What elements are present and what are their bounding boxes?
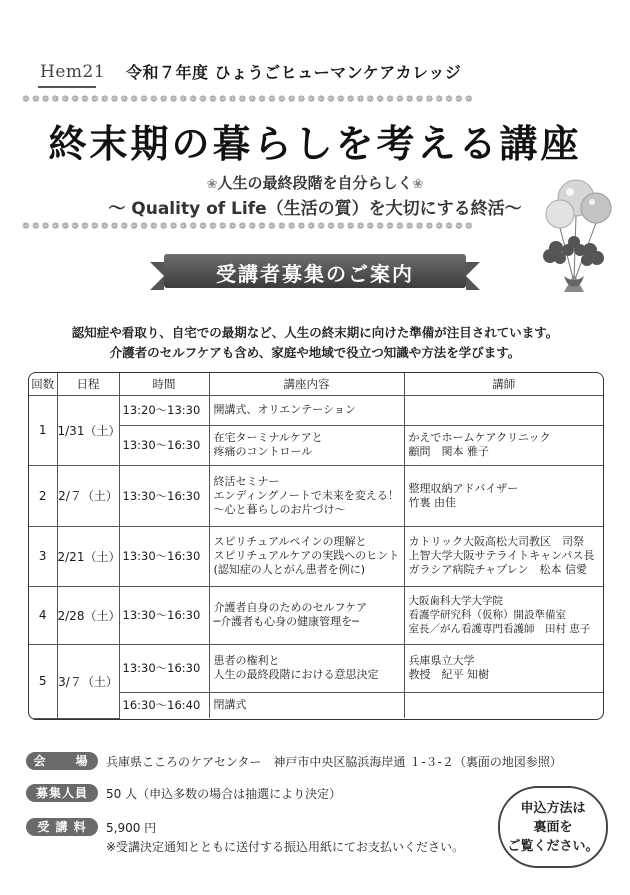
session-date: 3/７（土） [57, 644, 119, 718]
content-line: 開講式、オリエンテーション [213, 403, 356, 416]
session-time: 13:20〜13:30 [119, 395, 209, 425]
decorative-dot-row-bottom: ❁❁❁❁❁❁❁❁❁❁❁❁❁❁❁❁❁❁❁❁❁❁❁❁❁❁❁❁❁❁❁❁❁❁❁❁❁❁❁❁❁❁❁❁❁❁ [22, 222, 475, 232]
session-lecturer [404, 526, 603, 586]
session-time: 13:30〜16:30 [119, 425, 209, 465]
lecturer-line: 室長／がん看護専門看護師 田村 恵子 [408, 623, 591, 635]
venue-label: 会 場 [26, 752, 98, 770]
lecturer-line: 上智大学大阪サテライトキャンパス長 [408, 549, 595, 562]
session-time: 13:30〜16:30 [119, 586, 209, 644]
flower-icon: ❀ [206, 177, 218, 192]
session-time: 13:30〜16:30 [119, 465, 209, 526]
session-content [209, 692, 404, 718]
session-content [209, 425, 404, 465]
lecturer-line: 看護学研究科（仮称）開設準備室 [408, 609, 566, 621]
intro-line-2: 介護者のセルフケアも含め、家庭や地域で役立つ知識や方法を学びます。 [109, 345, 521, 360]
session-time: 16:30〜16:40 [119, 692, 209, 718]
ribbon-tail-left [150, 262, 164, 290]
table-header-row [29, 373, 603, 395]
session-time: 13:30〜16:30 [119, 526, 209, 586]
session-number: 4 [29, 586, 57, 644]
banner-label: 受講者募集のご案内 [216, 262, 414, 286]
fee-note: ※受講決定通知とともに送付する振込用紙にてお支払いください。 [106, 840, 465, 854]
session-number: 1 [29, 395, 57, 465]
organization-title: 令和７年度 ひょうごヒューマンケアカレッジ [126, 63, 462, 82]
capacity-label: 募集人員 [26, 784, 98, 802]
notice-line: ご覧ください。 [507, 839, 599, 854]
session-content [209, 586, 404, 644]
bouquet-illustration [530, 170, 620, 310]
application-notice [498, 786, 608, 868]
content-line: 患者の権利と [213, 654, 280, 667]
session-content [209, 465, 404, 526]
content-line: エンディングノートで未来を変える！ [213, 488, 399, 502]
venue-text: 兵庫県こころのケアセンター 神戸市中央区脇浜海岸通 １-３-２（裏面の地図参照） [106, 755, 562, 769]
session-date: 2/21（土） [57, 526, 119, 586]
session-lecturer [404, 644, 603, 692]
flower-icon: ❀ [412, 177, 424, 192]
session-content [209, 395, 404, 425]
lecturer-line: カトリック大阪高松大司教区 司祭 [408, 535, 585, 548]
lecturer-line: 整理収納アドバイザー [408, 481, 519, 495]
table-row [29, 395, 603, 425]
session-lecturer [404, 425, 603, 465]
subtitle-2: 〜 Quality of Life（生活の質）を大切にする終活〜 [108, 199, 522, 219]
session-lecturer [404, 692, 603, 718]
fee-text: 5,900 円 [106, 821, 157, 835]
capacity-text: 50 人（申込多数の場合は抽選により決定） [106, 787, 342, 801]
lecturer-line: 教授 紀平 知樹 [408, 668, 489, 681]
header-number: 回数 [29, 373, 57, 395]
lecturer-line: ガラシア病院チャプレン 松本 信愛 [408, 563, 587, 576]
content-line: (認知症の人とがん患者を例に) [213, 563, 366, 576]
page-title: 終末期の暮らしを考える講座 [48, 122, 582, 166]
session-number: 3 [29, 526, 57, 586]
session-time: 13:30〜16:30 [119, 644, 209, 692]
lecturer-line: 竹裏 由佳 [408, 495, 456, 509]
lecturer-line: かえでホームケアクリニック [408, 431, 551, 444]
session-number: 2 [29, 465, 57, 526]
content-line: スピリチュアルペインの理解と [213, 535, 367, 548]
session-content [209, 644, 404, 692]
fee-label: 受 講 料 [26, 818, 98, 836]
content-line: 〜心と暮らしのお片づけ〜 [213, 502, 346, 516]
ribbon-tail-right [466, 262, 480, 290]
content-line: 介護者自身のためのセルフケア [213, 601, 368, 614]
content-line: 閉講式 [213, 698, 247, 712]
lecturer-line: 兵庫県立大学 [408, 654, 475, 667]
notice-line: 裏面を [533, 820, 573, 835]
session-date: 2/28（土） [57, 586, 119, 644]
header-content: 講座内容 [209, 373, 404, 395]
content-line: ─介護者も心身の健康管理を─ [213, 615, 359, 628]
session-lecturer [404, 395, 603, 425]
session-date: 1/31（土） [57, 395, 119, 465]
intro-line-1: 認知症や看取り、自宅での最期など、人生の終末期に向けた準備が注目されています。 [71, 325, 559, 340]
decorative-dot-row-top: ❁❁❁❁❁❁❁❁❁❁❁❁❁❁❁❁❁❁❁❁❁❁❁❁❁❁❁❁❁❁❁❁❁❁❁❁❁❁❁❁❁❁❁❁❁❁ [22, 95, 475, 105]
session-number: 5 [29, 644, 57, 718]
session-content [209, 526, 404, 586]
session-lecturer [404, 465, 603, 526]
logo: Hem21 [40, 62, 106, 82]
content-line: 疼痛のコントロール [213, 445, 313, 458]
header-date: 日程 [57, 373, 119, 395]
session-date: 2/７（土） [57, 465, 119, 526]
logo-underline [38, 86, 96, 88]
header-time: 時間 [119, 373, 209, 395]
table-row [29, 526, 603, 586]
content-line: 在宅ターミナルケアと [213, 431, 323, 444]
lecturer-line: 顧問 関本 雅子 [408, 445, 489, 458]
lecturer-line: 大阪歯科大学大学院 [408, 595, 503, 607]
content-line: 終活セミナー [213, 474, 280, 488]
content-line: 人生の最終段階における意思決定 [213, 668, 379, 681]
subtitle-1-text: 人生の最終段階を自分らしく [217, 174, 413, 192]
schedule-table [28, 372, 604, 720]
session-lecturer [404, 586, 603, 644]
content-line: スピリチュアルケアの実践へのヒント [213, 549, 400, 562]
notice-line: 申込方法は [520, 801, 586, 816]
table-row [29, 465, 603, 526]
header-lecturer: 講師 [404, 373, 603, 395]
table-row [29, 586, 603, 644]
recruitment-banner [150, 254, 480, 290]
table-row [29, 644, 603, 692]
